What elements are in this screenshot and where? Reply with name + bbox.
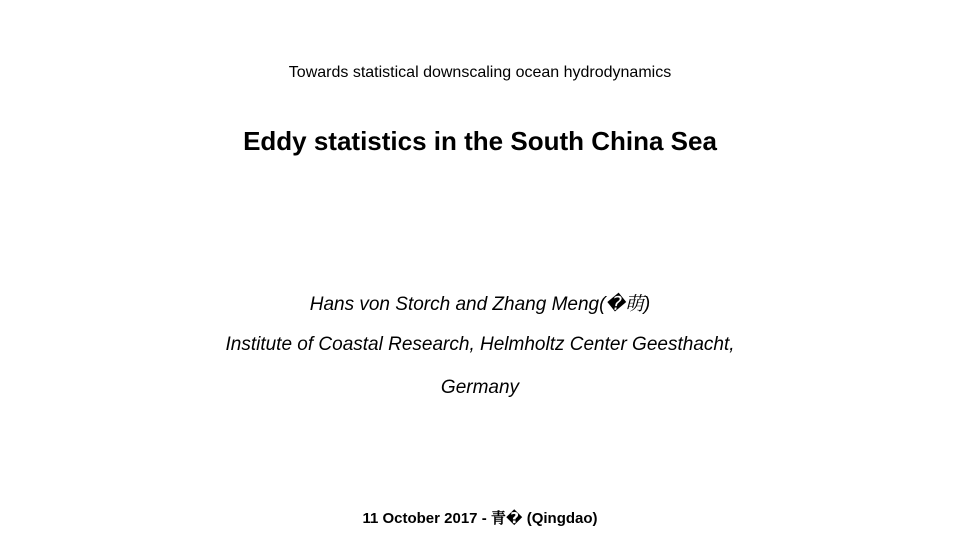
- authors-line: Hans von Storch and Zhang Meng(�萌): [309, 294, 651, 315]
- date-location-line: 11 October 2017 - 青� (Qingdao): [362, 510, 598, 527]
- series-title: Towards statistical downscaling ocean hydrodynamics: [288, 64, 672, 81]
- affiliation-line-1: Institute of Coastal Research, Helmholtz Center Geesthacht,: [225, 334, 735, 355]
- page-title: Eddy statistics in the South China Sea: [243, 126, 717, 156]
- affiliation-line-2: Germany: [440, 377, 520, 398]
